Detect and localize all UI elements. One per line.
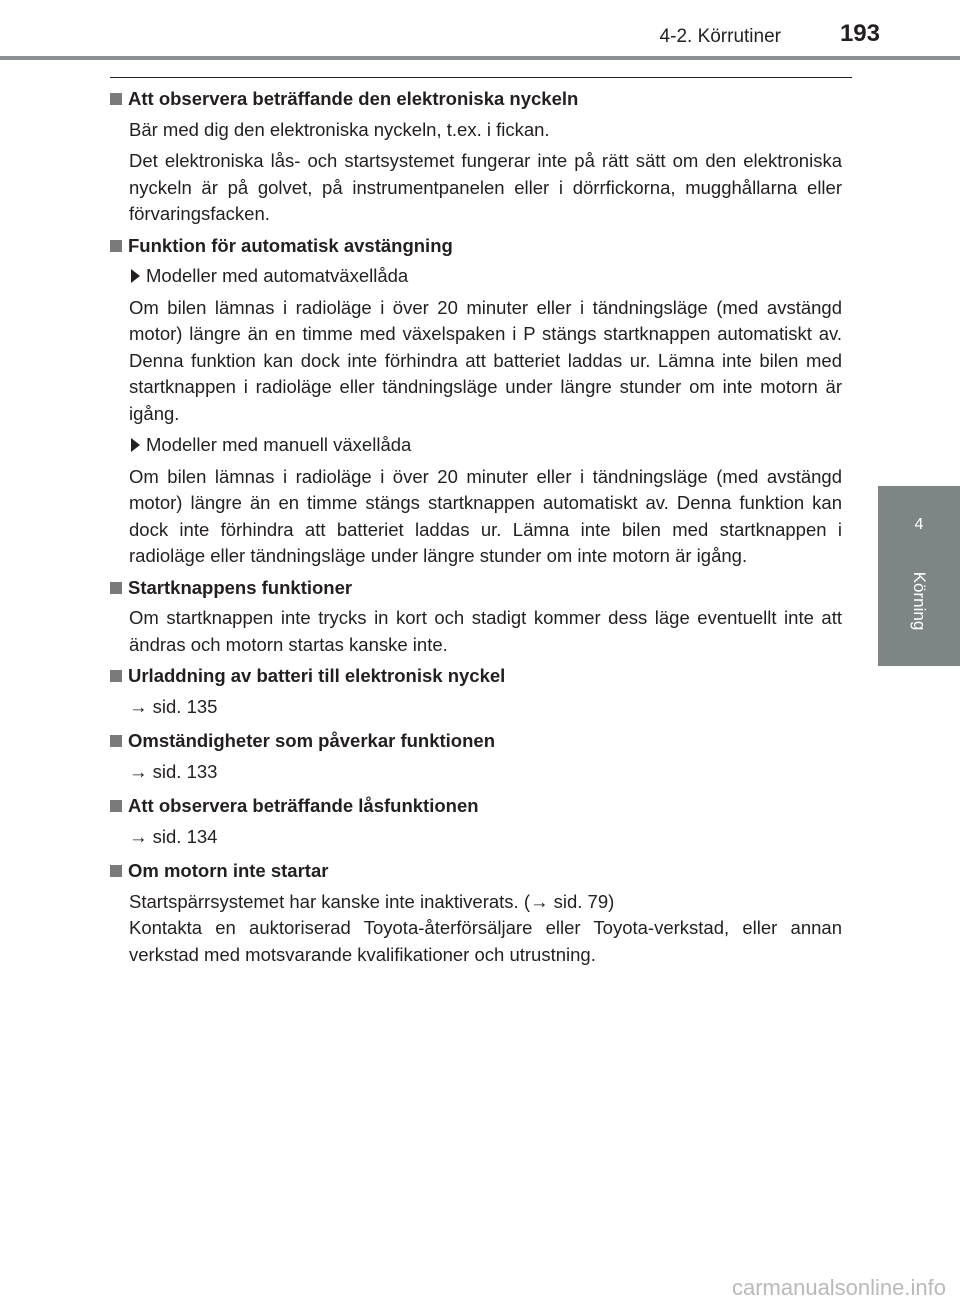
sub-heading-automatic: Modeller med automatväxellåda <box>129 263 842 290</box>
section-heading: Att observera beträffande låsfunktionen <box>110 793 842 820</box>
section-start-button <box>110 575 842 659</box>
paragraph: Om startknappen inte trycks in kort och stadigt kommer dess läge eventuellt inte att ändras och motorn startas kanske inte. <box>129 607 842 655</box>
square-bullet-icon <box>110 735 122 747</box>
triangle-bullet-icon <box>131 269 140 283</box>
watermark: carmanualsonline.info <box>731 1275 946 1300</box>
header-divider <box>0 56 960 60</box>
triangle-bullet-icon <box>131 438 140 452</box>
section-battery-discharge <box>110 663 842 720</box>
section-heading: Omständigheter som påverkar funktionen <box>110 728 842 755</box>
sub-heading-manual: Modeller med manuell växellåda <box>129 432 842 459</box>
section-electronic-key <box>110 86 842 228</box>
section-heading: Urladdning av batteri till elektronisk nyckel <box>110 663 842 690</box>
chapter-label: Körning <box>910 571 929 631</box>
square-bullet-icon <box>110 800 122 812</box>
page-reference: → sid. 135 <box>129 695 218 717</box>
section-auto-shutoff <box>110 233 842 570</box>
header-section-title: 4-2. Körrutiner <box>659 26 781 47</box>
square-bullet-icon <box>110 670 122 682</box>
section-lock-function <box>110 793 842 850</box>
square-bullet-icon <box>110 582 122 594</box>
section-heading: Startknappens funktioner <box>110 575 842 602</box>
page-reference: → sid. 134 <box>129 825 218 847</box>
paragraph: Om bilen lämnas i radioläge i över 20 minuter eller i tändningsläge (med avstängd motor) längre än en timme stängs startknappen automatiskt av. Denna funktion kan dock inte förhindra att batteriet laddas ur. Lämna inte bilen med startknappen i radioläge eller tändningsläge under längre stunder om inte motorn är igång. <box>129 465 842 566</box>
paragraph: Startspärrsystemet har kanske inte inaktiverats. (→ sid. 79) <box>129 890 615 912</box>
section-heading: Funktion för automatisk avstängning <box>110 233 842 260</box>
page-number: 193 <box>839 20 880 47</box>
square-bullet-icon <box>110 865 122 877</box>
paragraph: Om bilen lämnas i radioläge i över 20 minuter eller i tändningsläge (med avstängd motor) längre än en timme med växelspaken i P stängs startknappen automatiskt av. Denna funktion kan dock inte förhindra att batteriet laddas ur. Lämna inte bilen med startknappen i radioläge eller tändningsläge under längre stunder om inte motorn är igång. <box>129 296 842 424</box>
section-heading: Att observera beträffande den elektroniska nyckeln <box>110 86 842 113</box>
chapter-number: 4 <box>914 516 924 533</box>
section-heading: Om motorn inte startar <box>110 858 842 885</box>
paragraph: Kontakta en auktoriserad Toyota-återförsäljare eller Toyota-verkstad, eller annan verkstad med motsvarande kvalifikationer och utrustning. <box>129 917 842 965</box>
content-top-rule <box>110 77 852 78</box>
page-reference: → sid. 133 <box>129 760 218 782</box>
content <box>110 86 842 973</box>
paragraph: Bär med dig den elektroniska nyckeln, t.ex. i fickan. <box>129 118 550 140</box>
section-circumstances <box>110 728 842 785</box>
paragraph: Det elektroniska lås- och startsystemet fungerar inte på rätt sätt om den elektroniska nyckeln är på golvet, på instrumentpanelen eller i dörrfickorna, mugghållarna eller förvaringsfacken. <box>129 150 842 224</box>
square-bullet-icon <box>110 240 122 252</box>
section-engine-not-starting <box>110 858 842 968</box>
square-bullet-icon <box>110 93 122 105</box>
chapter-side-tab <box>878 486 960 666</box>
